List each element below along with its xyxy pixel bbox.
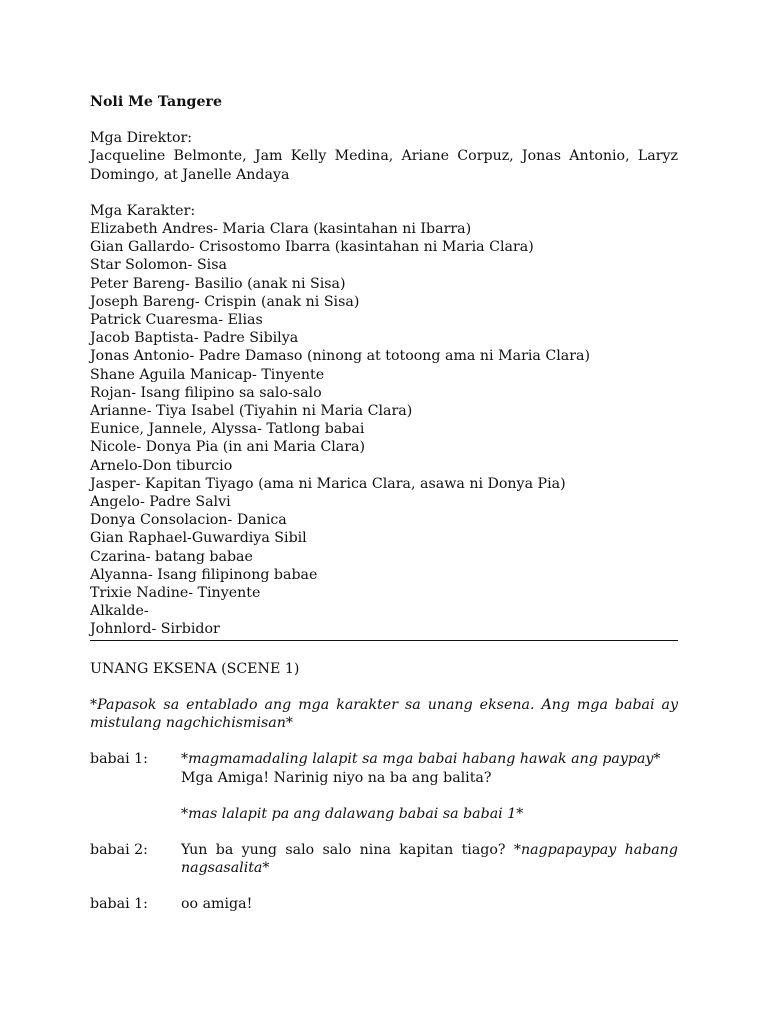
character-entry: Patrick Cuaresma- Elias xyxy=(90,312,263,329)
dialog-line: Mga Amiga! Narinig niyo na ba ang balita? xyxy=(181,769,492,786)
dialog-entry xyxy=(90,895,678,913)
speaker-label: babai 2: xyxy=(90,841,148,858)
character-entry: Peter Bareng- Basilio (anak ni Sisa) xyxy=(90,275,346,292)
character-entry: Gian Gallardo- Crisostomo Ibarra (kasintahan ni Maria Clara) xyxy=(90,239,534,256)
dialog-entry xyxy=(90,841,678,877)
dialog-entry xyxy=(90,750,678,823)
action-direction: *nagpapaypay habang nagsasalita* xyxy=(181,841,678,877)
character-entry: Czarina- batang babae xyxy=(90,548,253,565)
section-divider xyxy=(90,640,678,641)
character-entry: Shane Aguila Manicap- Tinyente xyxy=(90,366,325,383)
character-entry: Jonas Antonio- Padre Damaso (ninong at totoong ama ni Maria Clara) xyxy=(90,348,590,365)
character-entry: Jacob Baptista- Padre Sibilya xyxy=(90,330,299,347)
character-entry: Joseph Bareng- Crispin (anak ni Sisa) xyxy=(90,293,360,310)
action-direction: *magmamadaling lalapit sa mga babai habang hawak ang paypay* xyxy=(181,751,661,768)
speaker-label: babai 1: xyxy=(90,751,148,768)
character-entry: Nicole- Donya Pia (in ani Maria Clara) xyxy=(90,439,366,456)
speech-block xyxy=(181,841,678,877)
character-entry: Donya Consolacion- Danica xyxy=(90,512,287,529)
character-entry: Alyanna- Isang filipinong babae xyxy=(90,566,318,583)
script-page xyxy=(90,93,678,914)
character-entry: Trixie Nadine- Tinyente xyxy=(90,585,261,602)
scene-heading: UNANG EKSENA (SCENE 1) xyxy=(90,660,300,677)
speech-block xyxy=(181,750,678,823)
character-entry: Johnlord- Sirbidor xyxy=(90,621,220,638)
character-entry: Alkalde- xyxy=(90,603,149,620)
character-entry: Elizabeth Andres- Maria Clara (kasintahan ni Ibarra) xyxy=(90,221,472,238)
document-title: Noli Me Tangere xyxy=(90,94,222,110)
directors-heading: Mga Direktor: xyxy=(90,130,193,147)
character-entry: Star Solomon- Sisa xyxy=(90,257,227,274)
directors-list: Jacqueline Belmonte, Jam Kelly Medina, Ariane Corpuz, Jonas Antonio, Laryz Domingo, at Janelle Andaya xyxy=(90,148,678,183)
characters-list xyxy=(90,220,678,639)
dialog-line: oo amiga! xyxy=(181,896,253,913)
character-entry: Gian Raphael-Guwardiya Sibil xyxy=(90,530,307,547)
character-entry: Angelo- Padre Salvi xyxy=(90,494,231,511)
character-entry: Arnelo-Don tiburcio xyxy=(90,457,233,474)
stage-direction: *Papasok sa entablado ang mga karakter sa unang eksena. Ang mga babai ay mistulang nagchichismisan* xyxy=(90,696,678,732)
action-direction: *mas lalapit pa ang dalawang babai sa babai 1* xyxy=(181,805,524,822)
dialog-line: Yun ba yung salo salo nina kapitan tiago? xyxy=(181,841,514,858)
speech-block xyxy=(181,895,678,913)
character-entry: Rojan- Isang filipino sa salo-salo xyxy=(90,384,322,401)
speaker-label: babai 1: xyxy=(90,896,148,913)
character-entry: Jasper- Kapitan Tiyago (ama ni Marica Clara, asawa ni Donya Pia) xyxy=(90,475,566,492)
character-entry: Eunice, Jannele, Alyssa- Tatlong babai xyxy=(90,421,365,438)
characters-heading: Mga Karakter: xyxy=(90,202,196,219)
character-entry: Arianne- Tiya Isabel (Tiyahin ni Maria Clara) xyxy=(90,403,413,420)
